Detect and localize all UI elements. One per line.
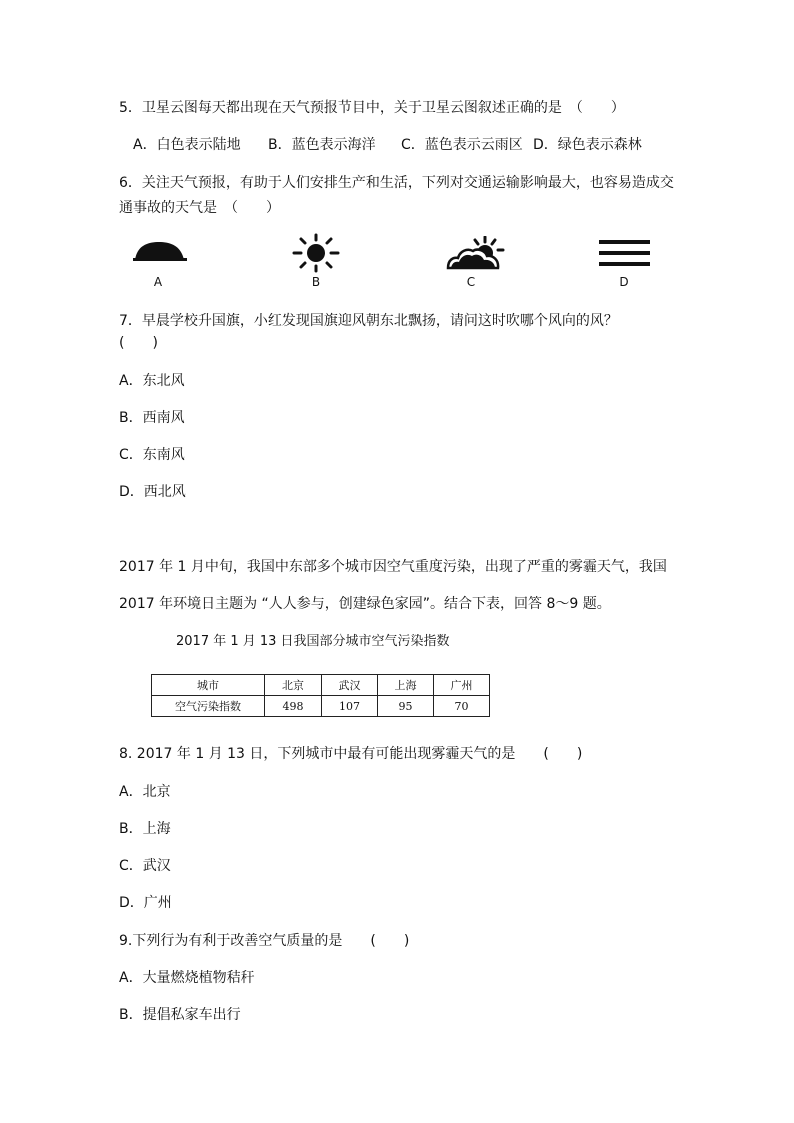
overcast-cloud-icon	[133, 238, 187, 264]
table-cell: 498	[265, 696, 322, 717]
q5-options	[119, 135, 679, 155]
q8-option-a: A．北京	[119, 784, 171, 800]
table-cell: 空气污染指数	[152, 696, 265, 717]
fog-icon	[599, 240, 651, 268]
q7-option-d: D．西北风	[119, 484, 186, 500]
q7-option-a: A．东北风	[119, 373, 185, 389]
q9-option-a: A．大量燃烧植物秸秆	[119, 970, 255, 986]
pollution-index-table	[151, 674, 490, 717]
q7-option-b: B．西南风	[119, 410, 185, 426]
q8-option-b: B．上海	[119, 821, 171, 837]
sun-icon	[291, 233, 341, 273]
table-cell: 107	[322, 696, 378, 717]
q6-stem-line1: 6．关注天气预报，有助于人们安排生产和生活，下列对交通运输影响最大，也容易造成交	[119, 175, 674, 191]
table-cell: 95	[378, 696, 434, 717]
intro-line1: 2017 年 1 月中旬，我国中东部多个城市因空气重度污染，出现了严重的雾霾天气，我国	[119, 559, 667, 575]
q7-stem-line2: ( )	[119, 335, 158, 351]
q5-option-c: C．蓝色表示云雨区	[401, 137, 523, 153]
q6-icon-label-c: C	[466, 275, 476, 289]
q8-option-d: D．广州	[119, 895, 172, 911]
q7-option-c: C．东南风	[119, 447, 185, 463]
table-header-cell: 北京	[265, 675, 322, 696]
q5-option-b: B．蓝色表示海洋	[268, 137, 376, 153]
table-cell: 70	[434, 696, 490, 717]
q6-icon-label-d: D	[619, 275, 629, 289]
q8-stem: 8. 2017 年 1 月 13 日，下列城市中最有可能出现雾霾天气的是 ( )	[119, 746, 583, 762]
q6-stem-line2: 通事故的天气是 （ ）	[119, 200, 280, 216]
table-header-row	[152, 675, 490, 696]
q5-option-a: A．白色表示陆地	[133, 137, 241, 153]
q9-stem: 9.下列行为有利于改善空气质量的是 ( )	[119, 933, 410, 949]
table-header-cell: 城市	[152, 675, 265, 696]
intro-line2: 2017 年环境日主题为 “人人参与，创建绿色家园”。结合下表，回答 8～9 题。	[119, 596, 611, 612]
q8-option-c: C．武汉	[119, 858, 171, 874]
q6-icon-label-b: B	[311, 275, 321, 289]
partly-cloudy-icon	[445, 236, 505, 272]
table-header-cell: 广州	[434, 675, 490, 696]
table-row	[152, 696, 490, 717]
q7-stem-line1: 7．早晨学校升国旗，小红发现国旗迎风朝东北飘扬，请问这时吹哪个风向的风？	[119, 313, 618, 329]
q5-stem: 5．卫星云图每天都出现在天气预报节目中，关于卫星云图叙述正确的是 （ ）	[119, 100, 625, 116]
q9-option-b: B．提倡私家车出行	[119, 1007, 241, 1023]
table-caption: 2017 年 1 月 13 日我国部分城市空气污染指数	[176, 634, 450, 649]
table-header-cell: 武汉	[322, 675, 378, 696]
q6-icon-label-a: A	[153, 275, 163, 289]
q5-option-d: D．绿色表示森林	[533, 137, 642, 153]
table-header-cell: 上海	[378, 675, 434, 696]
